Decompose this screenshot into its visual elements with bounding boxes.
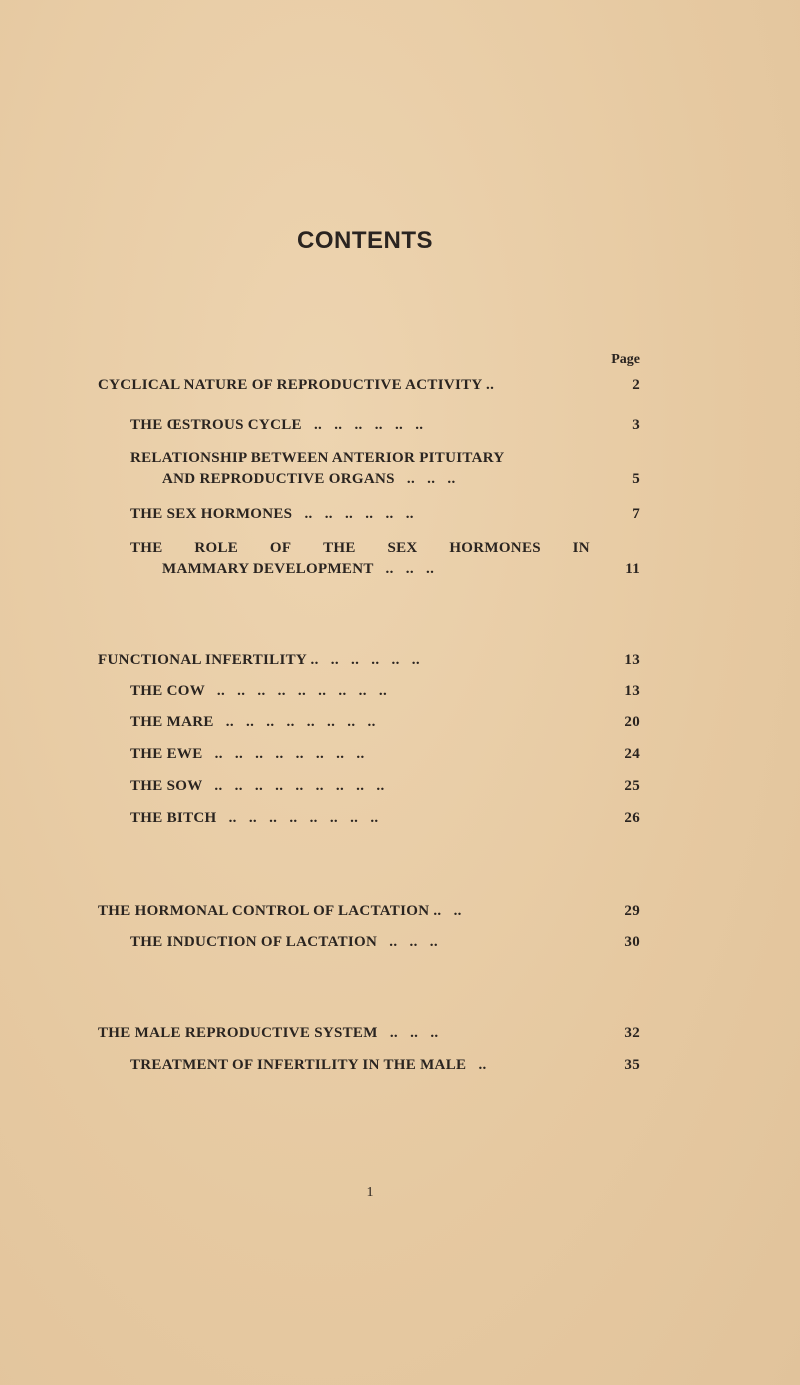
toc-entry-title: THE ŒSTROUS CYCLE .. .. .. .. .. .. bbox=[130, 417, 424, 433]
toc-entry-title-line1 bbox=[130, 539, 590, 557]
toc-entry-male-reproductive-system bbox=[98, 1024, 640, 1042]
page-title: CONTENTS bbox=[297, 227, 433, 254]
toc-entry-title: THE SOW .. .. .. .. .. .. .. .. .. bbox=[130, 778, 385, 794]
toc-word: THE bbox=[323, 540, 356, 556]
toc-entry-title: THE INDUCTION OF LACTATION .. .. .. bbox=[130, 934, 438, 950]
toc-entry-sex-hormones bbox=[130, 505, 640, 523]
toc-entry-page: 13 bbox=[624, 652, 640, 668]
toc-entry-functional-infertility bbox=[98, 651, 640, 669]
toc-entry-cyclical-nature bbox=[98, 376, 640, 394]
toc-entry-title: THE COW .. .. .. .. .. .. .. .. .. bbox=[130, 683, 388, 699]
toc-entry-title-line2: MAMMARY DEVELOPMENT .. .. .. bbox=[162, 561, 435, 577]
toc-word: IN bbox=[572, 540, 590, 556]
toc-entry-title: TREATMENT OF INFERTILITY IN THE MALE .. bbox=[130, 1057, 487, 1073]
toc-entry-title: THE SEX HORMONES .. .. .. .. .. .. bbox=[130, 506, 414, 522]
page-number: 1 bbox=[366, 1185, 374, 1200]
toc-entry-treatment-infertility-male bbox=[130, 1056, 640, 1074]
toc-entry-title-line1: RELATIONSHIP BETWEEN ANTERIOR PITUITARY bbox=[130, 450, 505, 466]
toc-entry-bitch bbox=[130, 809, 640, 827]
toc-entry-title: THE BITCH .. .. .. .. .. .. .. .. bbox=[130, 810, 379, 826]
toc-entry-title: THE EWE .. .. .. .. .. .. .. .. bbox=[130, 746, 365, 762]
toc-entry-page: 24 bbox=[624, 746, 640, 762]
toc-entry-relationship bbox=[130, 449, 640, 488]
toc-word: THE bbox=[130, 540, 163, 556]
toc-entry-page: 29 bbox=[624, 903, 640, 919]
toc-entry-page: 11 bbox=[625, 561, 640, 577]
toc-entry-page: 25 bbox=[624, 778, 640, 794]
toc-entry-title-line2: AND REPRODUCTIVE ORGANS .. .. .. bbox=[162, 471, 456, 487]
toc-entry-mare bbox=[130, 713, 640, 731]
toc-entry-cow bbox=[130, 682, 640, 700]
toc-entry-page: 5 bbox=[632, 471, 640, 487]
toc-entry-title: THE HORMONAL CONTROL OF LACTATION .. .. bbox=[98, 903, 462, 919]
toc-entry-hormonal-control-lactation bbox=[98, 902, 640, 920]
toc-entry-title: FUNCTIONAL INFERTILITY .. .. .. .. .. .. bbox=[98, 652, 420, 668]
toc-entry-title: THE MARE .. .. .. .. .. .. .. .. bbox=[130, 714, 376, 730]
toc-entry-page: 7 bbox=[632, 506, 640, 522]
toc-entry-ewe bbox=[130, 745, 640, 763]
toc-entry-page: 30 bbox=[624, 934, 640, 950]
toc-word: SEX bbox=[387, 540, 418, 556]
toc-word: HORMONES bbox=[449, 540, 541, 556]
toc-entry-page: 13 bbox=[624, 683, 640, 699]
toc-entry-sow bbox=[130, 777, 640, 795]
toc-entry-page: 20 bbox=[624, 714, 640, 730]
toc-entry-page: 2 bbox=[632, 377, 640, 393]
toc-entry-page: 32 bbox=[624, 1025, 640, 1041]
toc-word: ROLE bbox=[194, 540, 239, 556]
toc-entry-title: THE MALE REPRODUCTIVE SYSTEM .. .. .. bbox=[98, 1025, 439, 1041]
toc-entry-page: 26 bbox=[624, 810, 640, 826]
page-column-header: Page bbox=[611, 352, 640, 367]
toc-entry-title: CYCLICAL NATURE OF REPRODUCTIVE ACTIVITY .. bbox=[98, 377, 495, 393]
toc-entry-page: 3 bbox=[632, 417, 640, 433]
toc-entry-role-of-sex-hormones bbox=[130, 539, 640, 578]
toc-entry-page: 35 bbox=[624, 1057, 640, 1073]
toc-entry-oestrous-cycle bbox=[130, 416, 640, 434]
toc-word: OF bbox=[269, 540, 292, 556]
toc-entry-induction-lactation bbox=[130, 933, 640, 951]
